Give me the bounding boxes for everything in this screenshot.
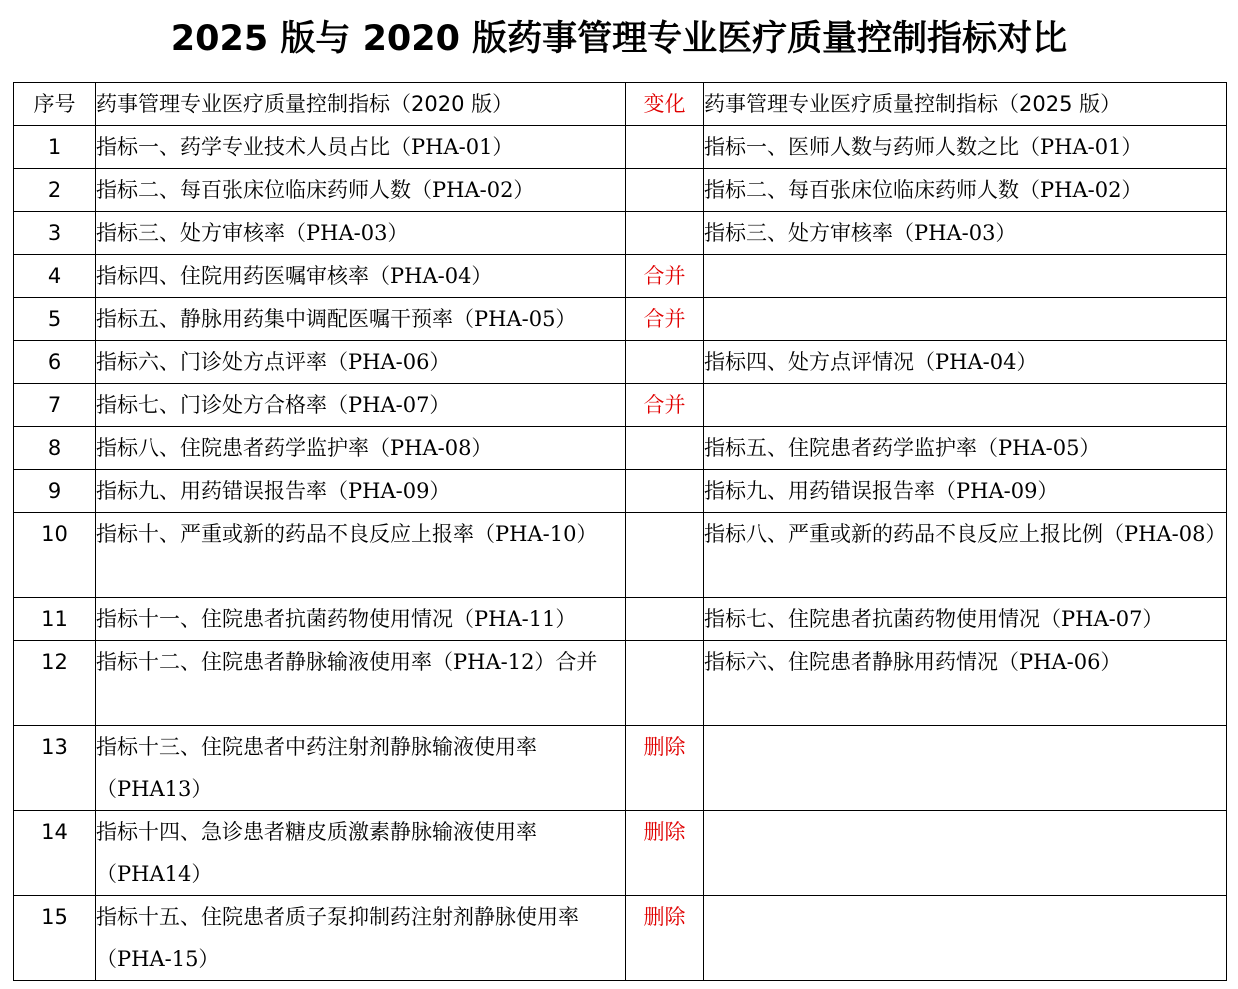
- row-no: 2: [14, 169, 96, 212]
- new-indicator: [704, 298, 1227, 341]
- old-indicator: 指标十二、住院患者静脉输液使用率（PHA-12）合并: [96, 641, 626, 726]
- old-indicator: 指标六、门诊处方点评率（PHA-06）: [96, 341, 626, 384]
- row-no: 6: [14, 341, 96, 384]
- new-indicator: [704, 896, 1227, 981]
- table-row: [14, 641, 1227, 726]
- header-change: 变化: [626, 83, 704, 126]
- table-row: [14, 212, 1227, 255]
- old-indicator: 指标七、门诊处方合格率（PHA-07）: [96, 384, 626, 427]
- table-row: [14, 726, 1227, 811]
- old-indicator: 指标十三、住院患者中药注射剂静脉输液使用率（PHA13）: [96, 726, 626, 811]
- change-status: 合并: [626, 298, 704, 341]
- table-row: [14, 169, 1227, 212]
- new-indicator: 指标七、住院患者抗菌药物使用情况（PHA-07）: [704, 598, 1227, 641]
- table-row: [14, 896, 1227, 981]
- row-no: 13: [14, 726, 96, 811]
- header-old-version: 药事管理专业医疗质量控制指标（2020 版）: [96, 83, 626, 126]
- old-indicator: 指标十、严重或新的药品不良反应上报率（PHA-10）: [96, 513, 626, 598]
- change-status: [626, 641, 704, 726]
- change-status: 删除: [626, 811, 704, 896]
- comparison-table: [13, 82, 1227, 981]
- new-indicator: [704, 384, 1227, 427]
- row-no: 5: [14, 298, 96, 341]
- old-indicator: 指标四、住院用药医嘱审核率（PHA-04）: [96, 255, 626, 298]
- old-indicator: 指标十五、住院患者质子泵抑制药注射剂静脉使用率 （PHA-15）: [96, 896, 626, 981]
- change-status: [626, 169, 704, 212]
- table-row: [14, 470, 1227, 513]
- change-status: [626, 470, 704, 513]
- new-indicator: [704, 255, 1227, 298]
- table-row: [14, 341, 1227, 384]
- change-status: 删除: [626, 896, 704, 981]
- row-no: 4: [14, 255, 96, 298]
- row-no: 12: [14, 641, 96, 726]
- change-status: [626, 427, 704, 470]
- new-indicator: 指标五、住院患者药学监护率（PHA-05）: [704, 427, 1227, 470]
- table-row: [14, 513, 1227, 598]
- change-status: 合并: [626, 255, 704, 298]
- page-title: 2025 版与 2020 版药事管理专业医疗质量控制指标对比: [170, 19, 1068, 59]
- new-indicator: 指标三、处方审核率（PHA-03）: [704, 212, 1227, 255]
- change-status: [626, 598, 704, 641]
- change-status: [626, 513, 704, 598]
- change-status: 删除: [626, 726, 704, 811]
- row-no: 11: [14, 598, 96, 641]
- row-no: 7: [14, 384, 96, 427]
- row-no: 3: [14, 212, 96, 255]
- old-indicator: 指标十一、住院患者抗菌药物使用情况（PHA-11）: [96, 598, 626, 641]
- new-indicator: 指标八、严重或新的药品不良反应上报比例（PHA-08）: [704, 513, 1227, 598]
- old-indicator: 指标五、静脉用药集中调配医嘱干预率（PHA-05）: [96, 298, 626, 341]
- change-status: [626, 126, 704, 169]
- change-status: [626, 212, 704, 255]
- header-new-version: 药事管理专业医疗质量控制指标（2025 版）: [704, 83, 1227, 126]
- old-indicator: 指标一、药学专业技术人员占比（PHA-01）: [96, 126, 626, 169]
- row-no: 8: [14, 427, 96, 470]
- table-row: [14, 126, 1227, 169]
- new-indicator: 指标四、处方点评情况（PHA-04）: [704, 341, 1227, 384]
- old-indicator: 指标二、每百张床位临床药师人数（PHA-02）: [96, 169, 626, 212]
- old-indicator: 指标八、住院患者药学监护率（PHA-08）: [96, 427, 626, 470]
- row-no: 10: [14, 513, 96, 598]
- header-no: 序号: [14, 83, 96, 126]
- new-indicator: [704, 811, 1227, 896]
- row-no: 15: [14, 896, 96, 981]
- table-row: [14, 255, 1227, 298]
- old-indicator: 指标三、处方审核率（PHA-03）: [96, 212, 626, 255]
- change-status: [626, 341, 704, 384]
- change-status: 合并: [626, 384, 704, 427]
- new-indicator: 指标一、医师人数与药师人数之比（PHA-01）: [704, 126, 1227, 169]
- new-indicator: 指标九、用药错误报告率（PHA-09）: [704, 470, 1227, 513]
- table-row: [14, 427, 1227, 470]
- table-row: [14, 384, 1227, 427]
- old-indicator: 指标九、用药错误报告率（PHA-09）: [96, 470, 626, 513]
- table-row: [14, 598, 1227, 641]
- table-row: [14, 298, 1227, 341]
- old-indicator: 指标十四、急诊患者糖皮质激素静脉输液使用率（PHA14）: [96, 811, 626, 896]
- new-indicator: [704, 726, 1227, 811]
- row-no: 14: [14, 811, 96, 896]
- table-row: [14, 811, 1227, 896]
- row-no: 9: [14, 470, 96, 513]
- new-indicator: 指标二、每百张床位临床药师人数（PHA-02）: [704, 169, 1227, 212]
- new-indicator: 指标六、住院患者静脉用药情况（PHA-06）: [704, 641, 1227, 726]
- row-no: 1: [14, 126, 96, 169]
- table-header-row: [14, 83, 1227, 126]
